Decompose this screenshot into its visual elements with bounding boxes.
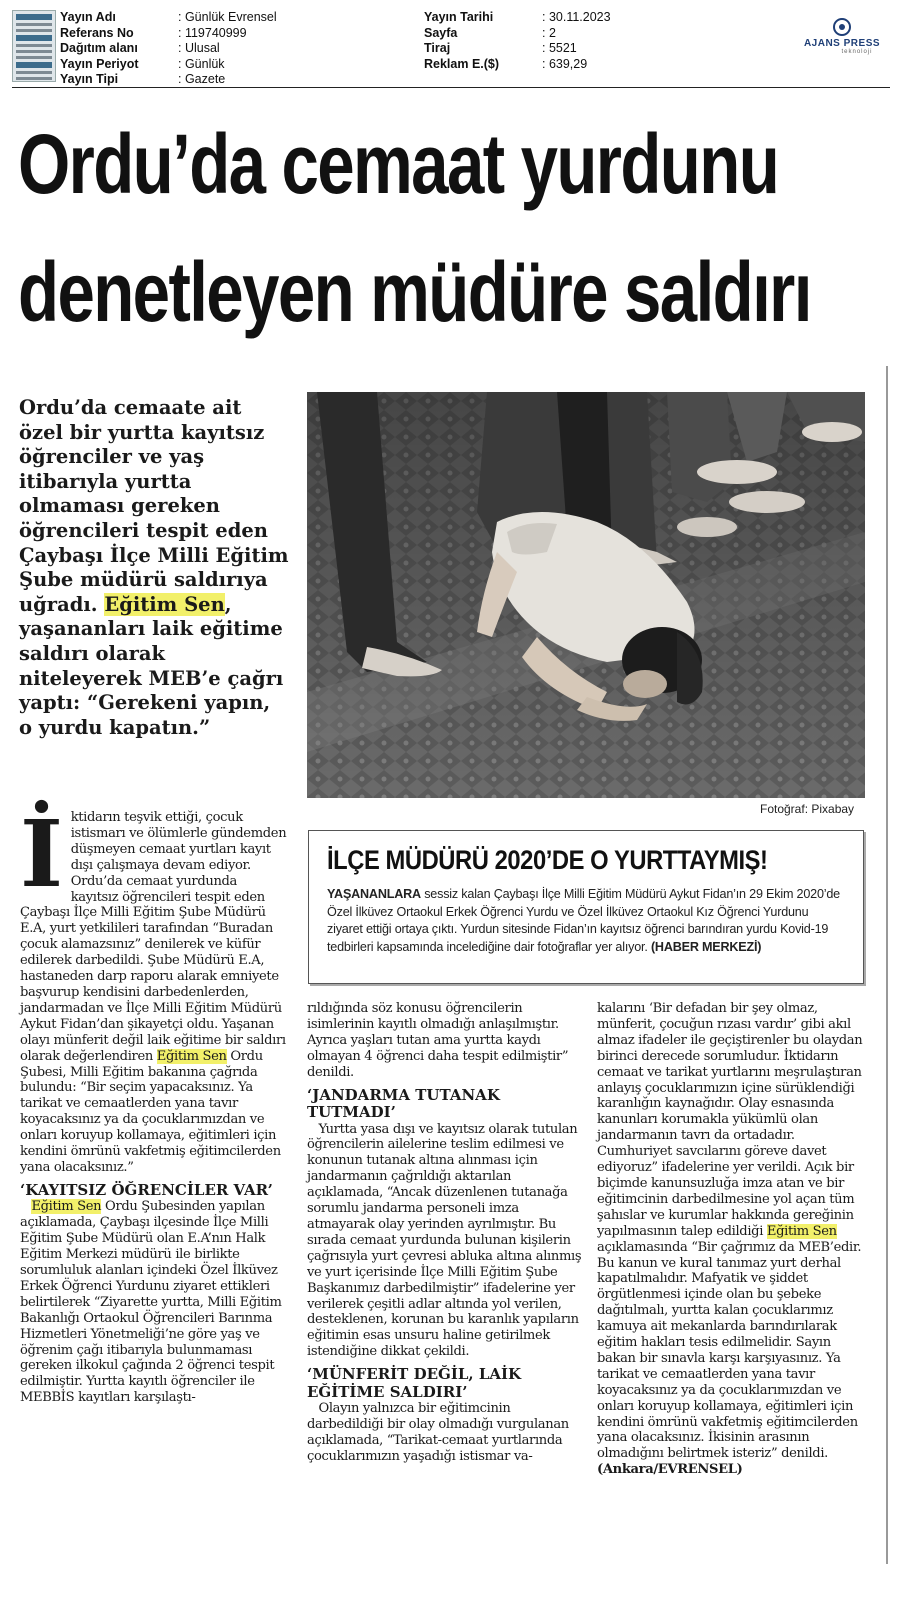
ajans-press-logo xyxy=(792,14,892,64)
meta-key: Referans No xyxy=(60,25,134,40)
paragraph-text-continued: açıklamasında “Bir çağrımız da MEB’edir. Bu kanun ve kural tanımaz yurt derhal kapatılmalıdır. Mafyatik ve şiddet örgütlenmesi içinde olan bu şebeke dağıtılmalı, yurtta kalan çocuklarımız kamuya ait mekanlarda barındırılarak eğitim hakları tesis edilmelidir. Sayın bakan bir sınavla karşı karşıyasınız. Ya tarikat ve cemaatlerden yana tavır koyacaksınız ya da çocuklarımızdan ve onları koruyup kollamaya, eğitimleri için kendini ömrünü vakfetmiş eğitimcilerden yana olacaksınız. İkisinin arasının olmadığını belirtmek isteriz” denildi. xyxy=(597,1239,862,1462)
text-highlight: Eğitim Sen xyxy=(31,1199,102,1215)
meta-value: : 119740999 xyxy=(178,25,247,40)
meta-value: : 30.11.2023 xyxy=(542,10,611,24)
paragraph-text: Yurtta yasa dışı ve kayıtsız olarak tutulan öğrencilerin ailelerine teslim edilmesi ve konunun tutanak altına alınması için jandarmanın çağrıldığı aktarılan açıklamada, “Ancak düzenlenen tutanağa sorumlu jandarma personeli imza atmayarak olay yerinden ayrılmıştır. Bu sırada cemaat yurdunda bulunan kişilerin çağrısıyla yurt çevresi abluka altına alınmış ve yurt içerisinde İlçe Milli Eğitim Şube Başkanımız darbedilmiştir” ifadelerine yer verilerek çeşitli adlar altında yol verilen, desteklenen, korunan bu karanlık yapıların eğitimin esas unsuru haline getirilmek istendiğine dikkat çekildi. xyxy=(307,1121,582,1360)
meta-value: : Gazete xyxy=(178,72,226,87)
paragraph-text: ktidarın teşvik ettiği, çocuk istismarı ve ölümlerle gündemden düşmeyen cemaat yurtları kayıt dışı çalışmaya devam ediyor. Ordu’da cemaat yurdunda kayıtsız öğrencileri tespit eden Çaybaşı İlçe Milli Eğitim Şube Müdürü E.A, yurt yetkilileri tarafından “Buradan çocuk alamazsınız” denilerek ve küfür edilerek darbedildi. Şube Müdürü E.A, hastaneden darp raporu alarak emniyete başvurup kendisini darbedenlerden, jandarmadan ve İlçe Milli Eğitim Müdürü Aykut Fidan’dan şikayetçi oldu. Yaşanan olayı münferit değil laik eğitime bir saldırı olarak değerlendiren xyxy=(20,810,287,1064)
article-column-3 xyxy=(597,1001,865,1478)
meta-key: Sayfa xyxy=(424,25,458,40)
meta-value: : Ulusal xyxy=(178,41,220,56)
article-column-1 xyxy=(20,800,288,1406)
photo-credit: Fotoğraf: Pixabay xyxy=(760,802,855,816)
column-rule xyxy=(886,366,888,1564)
logo-name: AJANS PRESS xyxy=(803,38,881,49)
lead-highlight: Eğitim Sen xyxy=(104,592,225,616)
publication-info xyxy=(60,10,277,88)
box-title: İLÇE MÜDÜRÜ 2020’DE O YURTTAYMIŞ! xyxy=(327,845,768,875)
paragraph-text: kalarını ‘Bir defadan bir şey olmaz, münferit, çocuğun rızası vardır’ gibi akıl almaz ifadeler ile geçiştirenler bu olaydan birinci derecede sorumludur. İktidarın cemaat ve tarikat yurtlarını meşrulaştıran anlayış çocuklarımızın içine sürüklendiği karanlığın kaynağıdır. Olay esnasında kanunları korumakla yükümlü olan jandarmanın tavrı da ortadadır. Cumhuriyet savcılarını göreve davet ediyoruz” ifadelerine yer verildi. Açık bir biçimde kanunsuzluğa imza atan ve bir eğitimcinin darbedilmesine yol açan tüm şahıslar ve kurumlar hakkında gereğinin yapılmasının talep edildiği xyxy=(597,1001,863,1239)
meta-key: Yayın Periyot xyxy=(60,56,139,71)
box-source: (HABER MERKEZİ) xyxy=(650,939,762,954)
meta-value: : 639,29 xyxy=(542,56,588,71)
article-signoff: (Ankara/EVRENSEL) xyxy=(597,1462,743,1478)
logo-subtitle: teknoloji xyxy=(841,49,873,55)
meta-key: Dağıtım alanı xyxy=(60,41,138,56)
logo-mark-icon xyxy=(833,18,851,36)
meta-value: : Günlük xyxy=(178,56,225,71)
subheading: ‘MÜNFERİT DEĞİL, LAİK EĞİTİME SALDIRI’ xyxy=(307,1365,522,1401)
column-paragraph: rıldığında söz konusu öğrencilerin isimlerinin kayıtlı olmadığı anlaşılmıştır. Ayrıca yaşları tutan ama yurtta kaydı olmayan 4 öğrenci daha tespit edilmiştir” denildi. xyxy=(307,1001,569,1080)
page-thumbnail xyxy=(12,10,56,82)
column-paragraph xyxy=(20,1199,288,1406)
article-photo xyxy=(307,392,865,798)
subheading: ‘KAYITSIZ ÖĞRENCİLER VAR’ xyxy=(20,1180,273,1199)
clipping-header xyxy=(12,8,890,88)
box-text: sessiz kalan Çaybaşı İlçe Milli Eğitim Müdürü Aykut Fidan’ın 29 Ekim 2020’de Özel İlküvez Ortaokul Erkek Öğrenci Yurdu ve Özel İlküvez Ortaokul Kız Öğrenci Yurdunu ziyaret ettiği ortaya çıktı. Yurdun sitesinde Fidan’ın kayıtsız öğrenci barındıran yurdu Kovid-19 tedbirleri kapsamında incelediğine dair fotoğraflar yer alıyor. xyxy=(327,887,840,954)
column-paragraph xyxy=(307,1401,583,1465)
paragraph-text: Ordu Şubesinden yapılan açıklamada, Çaybaşı ilçesinde İlçe Milli Eğitim Şube Müdürü olan E.A’nın Halk Eğitim Merkezi müdürü ile birlikte sorumluluk alanları içindeki Özel İlküvez Erkek Öğrenci Yurdunu ziyaret ettikleri belirtilerek “Ziyarette yurtta, Milli Eğitim Bakanlığı Ortaokul Öğrencileri Barınma Hizmetleri Yönetmeliği’ne göre yaş ve öğrenim çağı itibarıyla bulunmaması gereken ilkokul çağında 2 öğrenci tespit edilmiştir. Yurtta kayıtlı öğrenciler ile MEBBİS kayıtları karşılaştı- xyxy=(20,1199,282,1406)
meta-key: Reklam E.($) xyxy=(424,56,500,71)
paragraph-text: Olayın yalnızca bir eğitimcinin darbedildiği bir olay olmadığı vurgulanan açıklamada, “Tarikat-cemaat yurtlarında çocuklarımızın yaşadığı istismar va- xyxy=(307,1401,569,1464)
meta-key: Yayın Tipi xyxy=(60,72,119,87)
sidebar-box xyxy=(308,830,864,984)
box-body xyxy=(327,886,847,956)
headline-line-1: Ordu’da cemaat yurdunu xyxy=(18,117,779,211)
paragraph-text-continued: Ordu Şubesi, Milli Eğitim bakanına çağrıda bulundu: “Bir seçim yapacaksınız. Ya tarikat ve cemaatlerden yana tavır koyacaksınız ya da çocuklarımızdan ve onları koruyup kollamaya, eğitimleri için kendini ömrünü vakfetmiş eğitimcilerden yana olacaksınız.” xyxy=(20,1048,281,1175)
subheading: ‘JANDARMA TUTANAK TUTMADI’ xyxy=(307,1085,500,1122)
text-highlight: Eğitim Sen xyxy=(766,1223,837,1239)
text-highlight: Eğitim Sen xyxy=(156,1048,227,1064)
meta-key: Tiraj xyxy=(424,41,451,56)
meta-key: Yayın Adı xyxy=(60,10,116,24)
column-paragraph xyxy=(597,1001,865,1478)
publication-stats xyxy=(424,10,611,72)
lead-text: Ordu’da cemaate ait özel bir yurtta kayıtsız öğrenciler ve yaş itibarıyla yurtta olmaması gereken öğrencileri tespit eden Çaybaşı İlçe Milli Eğitim Şube müdürü saldırıya uğradı. xyxy=(19,396,289,616)
lead-text-continued: , yaşananları laik eğitime saldırı olarak niteleyerek MEB’e çağrı yaptı: “Gerekeni yapın, o yurdu kapatın.” xyxy=(19,592,284,739)
box-lead-word: YAŞANANLARA xyxy=(327,887,421,901)
meta-value: : Günlük Evrensel xyxy=(178,10,277,24)
drop-cap: İ xyxy=(20,800,63,908)
article-lead xyxy=(19,396,289,740)
column-paragraph xyxy=(307,1122,583,1361)
article-column-2 xyxy=(307,1001,583,1465)
article-headline xyxy=(18,100,811,356)
headline-line-2: denetleyen müdüre saldırı xyxy=(18,245,811,339)
prayer-photo-illustration xyxy=(307,392,865,798)
meta-key: Yayın Tarihi xyxy=(424,10,494,24)
meta-value: : 2 xyxy=(542,25,556,40)
meta-value: : 5521 xyxy=(542,41,577,56)
